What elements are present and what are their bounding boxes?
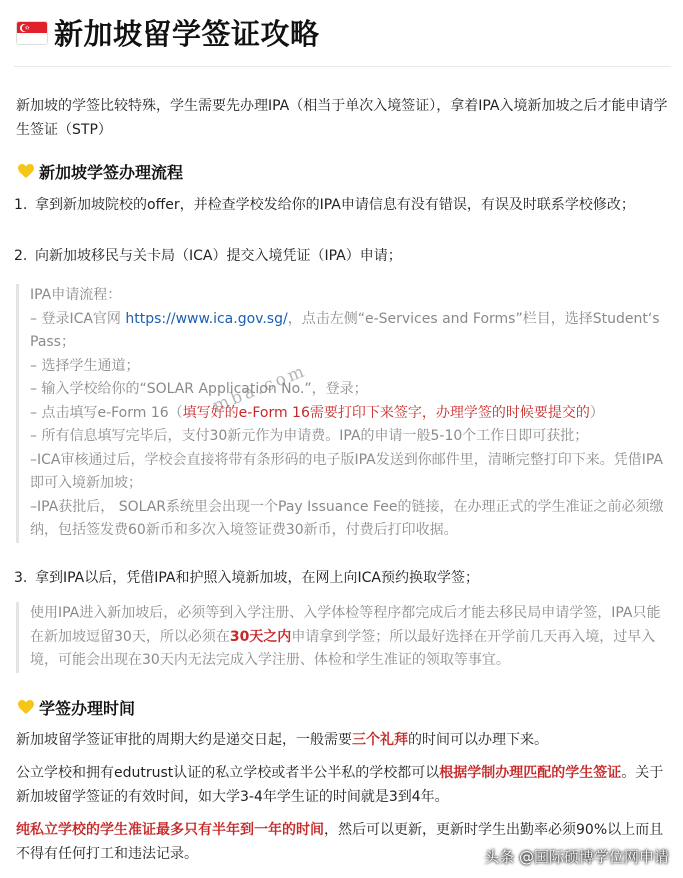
source-attribution: 头条 @国际硕博学位网申请 bbox=[484, 848, 669, 866]
highlight-text: 填写好的e-Form 16需要打印下来签字，办理学签的时候要提交的 bbox=[182, 404, 590, 421]
ica-website-link[interactable]: https://www.ica.gov.sg/ bbox=[125, 310, 288, 327]
quote-line: IPA申请流程： bbox=[30, 287, 122, 303]
quote-line: – 点击填写e-Form 16（填写好的e-Form 16需要打印下来签字，办理学签的时候要提交的） bbox=[30, 404, 604, 421]
list-item: 2. 向新加坡移民与关卡局（ICA）提交入境凭证（IPA）申请； bbox=[14, 248, 402, 264]
paragraph: 公立学校和拥有edutrust认证的私立学校或者半公半私的学校都可以根据学制办理匹配的学生签证。关于新加坡留学签证的有效时间，如大学3-4年学生证的时间就是3到4年。 bbox=[16, 765, 664, 805]
yellow-heart-icon bbox=[18, 700, 34, 715]
highlight-text: 30天之内 bbox=[229, 628, 292, 645]
ipa-stay-quote: 使用IPA进入新加坡后，必须等到入学注册、入学体检等程序都完成后才能去移民局申请学签，IPA只能在新加坡逗留30天，所以必须在30天之内申请拿到学签；所以最好选择在开学前几天再入境，过早入境，可能会出现在30天内无法完成入学注册、体检和学生准证的领取等事宜。 bbox=[16, 602, 670, 673]
intro-paragraph: 新加坡的学签比较特殊，学生需要先办理IPA（相当于单次入境签证），拿着IPA入境新加坡之后才能申请学生签证（STP） bbox=[16, 98, 668, 138]
section-heading-time: 学签办理时间 bbox=[18, 696, 135, 719]
quote-line: – 选择学生通道； bbox=[30, 357, 140, 374]
quote-line: – 登录ICA官网 https://www.ica.gov.sg/，点击左侧“e-Services and Forms”栏目，选择Student‘s Pass； bbox=[30, 310, 660, 350]
highlight-text: 纯私立学校的学生准证最多只有半年到一年的时间 bbox=[16, 822, 324, 838]
list-item: 3. 拿到IPA以后，凭借IPA和护照入境新加坡，在网上向ICA预约换取学签； bbox=[14, 570, 479, 586]
watermark: mba.com bbox=[210, 360, 310, 417]
title-text: 新加坡留学签证攻略 bbox=[54, 17, 320, 51]
section-heading-process: 新加坡学签办理流程 bbox=[18, 160, 183, 183]
ipa-process-quote bbox=[16, 284, 670, 543]
yellow-heart-icon bbox=[18, 164, 34, 179]
quote-line: – 输入学校给你的“SOLAR Application No.”，登录； bbox=[30, 381, 368, 397]
quote-line: – 所有信息填写完毕后，支付30新元作为申请费。IPA的申请一般5-10个工作日即可获批； bbox=[30, 428, 589, 444]
divider bbox=[14, 66, 671, 67]
quote-line: –IPA获批后， SOLAR系统里会出现一个Pay Issuance Fee的链接，在办理正式的学生准证之前必须缴纳，包括签发费60新币和多次入境签证费30新币，付费后打印收据。 bbox=[30, 498, 664, 538]
paragraph: 新加坡留学签证审批的周期大约是递交日起，一般需要三个礼拜的时间可以办理下来。 bbox=[16, 732, 548, 748]
paragraph: 纯私立学校的学生准证最多只有半年到一年的时间，然后可以更新，更新时学生出勤率必须90%以上而且不得有任何打工和违法记录。 bbox=[16, 822, 664, 862]
list-item: 1. 拿到新加坡院校的offer，并检查学校发给你的IPA申请信息有没有错误，有误及时联系学校修改； bbox=[14, 197, 635, 213]
page-title bbox=[16, 12, 320, 53]
highlight-text: 根据学制办理匹配的学生签证 bbox=[439, 765, 622, 781]
quote-line: –ICA审核通过后，学校会直接将带有条形码的电子版IPA发送到你邮件里，清晰完整打印下来。凭借IPA即可入境新加坡； bbox=[30, 451, 663, 491]
highlight-text: 三个礼拜 bbox=[352, 732, 408, 748]
singapore-flag-icon bbox=[16, 21, 48, 45]
